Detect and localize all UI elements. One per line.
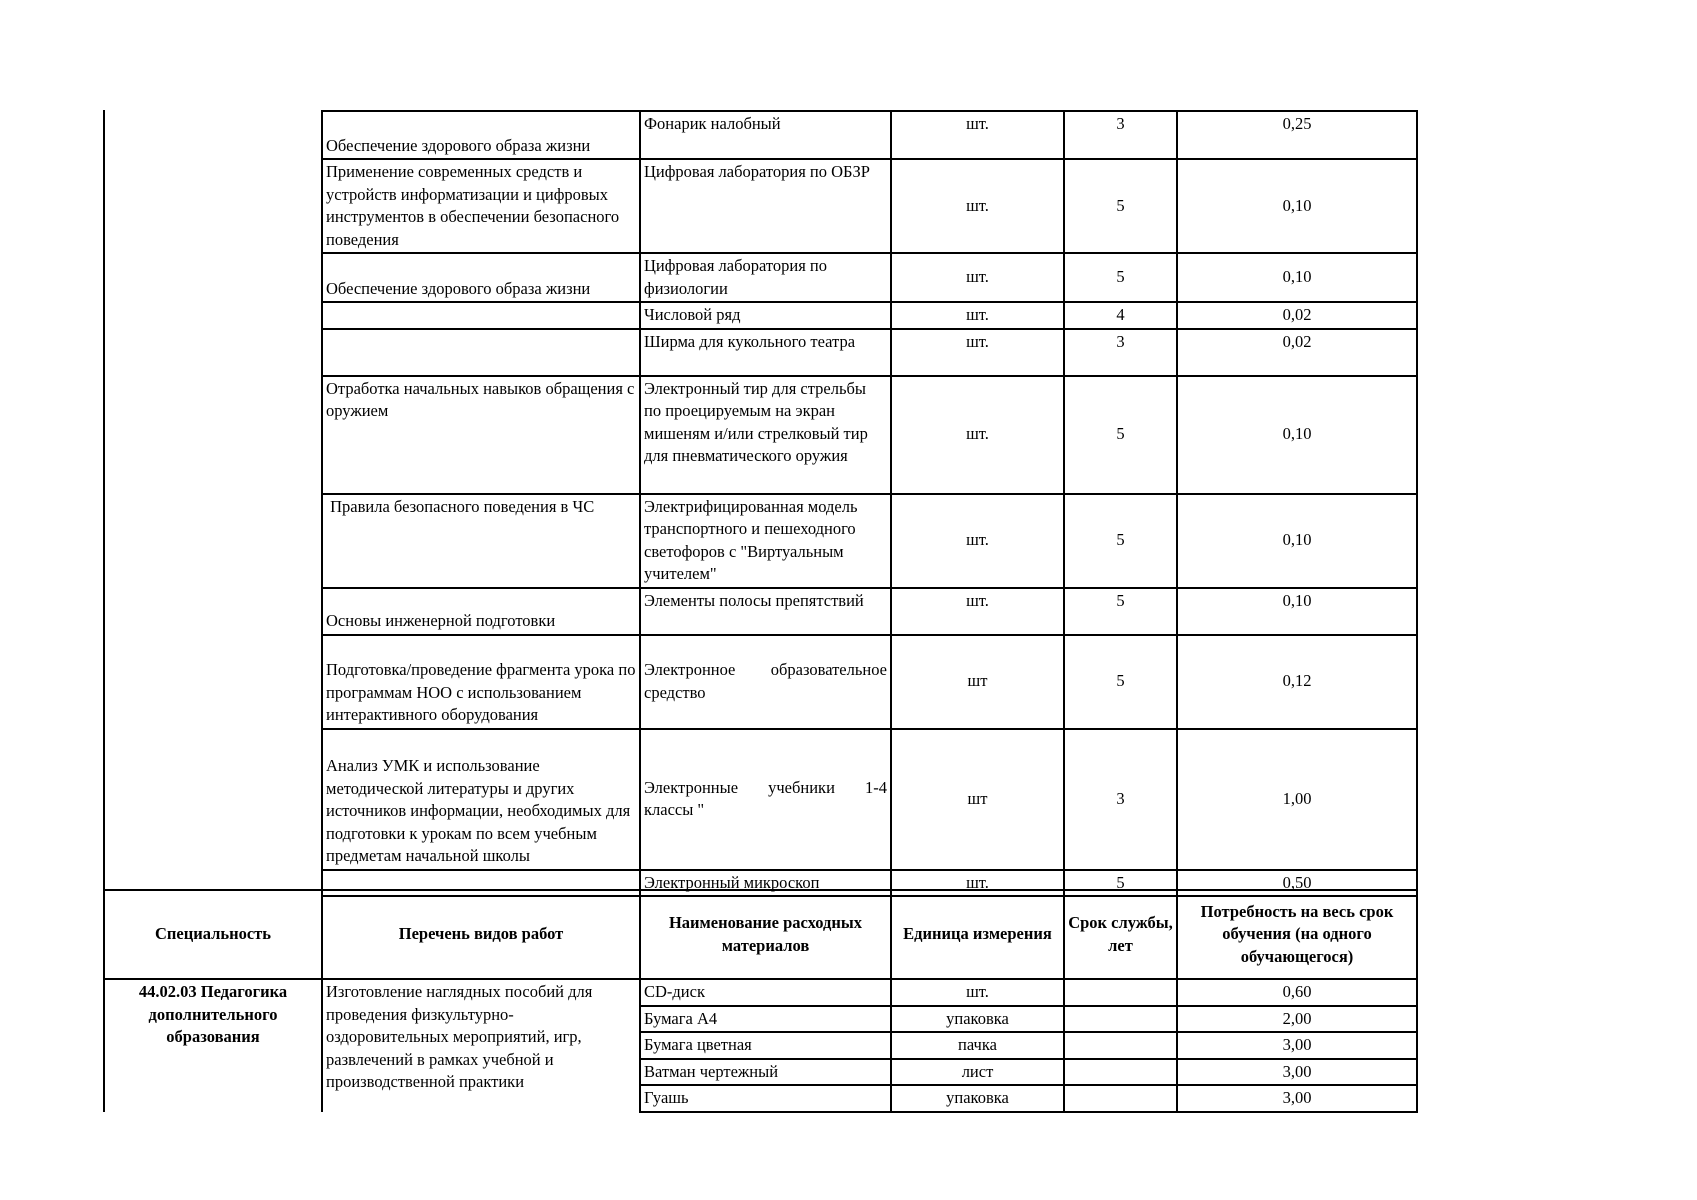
material-cell: Электронные учебники 1-4 классы " (640, 729, 891, 870)
unit-cell: шт (891, 729, 1064, 870)
material-cell: CD-диск (640, 979, 891, 1006)
unit-cell: лист (891, 1059, 1064, 1086)
material-cell: Цифровая лаборатория по физиологии (640, 253, 891, 302)
work-cell: Подготовка/проведение фрагмента урока по программам НОО с использованием интерактивного оборудования (322, 635, 640, 729)
term-cell: 5 (1064, 870, 1177, 897)
table-row (322, 302, 1417, 329)
need-cell: 3,00 (1177, 1085, 1417, 1112)
work-cell: Анализ УМК и использование методической литературы и других источников информации, необходимых для подготовки к урокам по всем учебным предметам начальной школы (322, 729, 640, 870)
material-cell: Ватман чертежный (640, 1059, 891, 1086)
unit-cell: шт. (891, 979, 1064, 1006)
header-unit: Единица измерения (891, 890, 1064, 979)
material-cell: Числовой ряд (640, 302, 891, 329)
unit-cell: шт (891, 635, 1064, 729)
term-cell (1064, 1085, 1177, 1112)
unit-cell: пачка (891, 1032, 1064, 1059)
term-cell: 3 (1064, 329, 1177, 376)
need-cell: 0,10 (1177, 253, 1417, 302)
material-cell: Гуашь (640, 1085, 891, 1112)
header-need: Потребность на весь срок обучения (на одного обучающегося) (1177, 890, 1417, 979)
need-cell: 3,00 (1177, 1059, 1417, 1086)
need-cell: 0,25 (1177, 111, 1417, 159)
term-cell: 5 (1064, 159, 1177, 253)
table-row (322, 329, 1417, 376)
material-cell: Фонарик налобный (640, 111, 891, 159)
unit-cell: шт. (891, 376, 1064, 494)
table-header-row (104, 890, 1417, 979)
table-row (322, 494, 1417, 588)
need-cell: 0,50 (1177, 870, 1417, 897)
work-cell: Обеспечение здорового образа жизни (322, 111, 640, 159)
material-cell: Бумага цветная (640, 1032, 891, 1059)
work-cell: Изготовление наглядных пособий для проведения физкультурно-оздоровительных мероприятий, игр, развлечений в рамках учебной и производственной практики (322, 979, 640, 1112)
work-cell (322, 329, 640, 376)
table-row (322, 588, 1417, 635)
material-cell: Электрифицированная модель транспортного и пешеходного светофоров с "Виртуальным учителем" (640, 494, 891, 588)
table-row (322, 635, 1417, 729)
unit-cell: шт. (891, 870, 1064, 897)
work-cell: Обеспечение здорового образа жизни (322, 253, 640, 302)
term-cell: 3 (1064, 729, 1177, 870)
term-cell: 5 (1064, 494, 1177, 588)
material-cell: Электронное образовательное средство (640, 635, 891, 729)
unit-cell: шт. (891, 588, 1064, 635)
work-cell: Отработка начальных навыков обращения с оружием (322, 376, 640, 494)
term-cell (1064, 1006, 1177, 1033)
need-cell: 0,60 (1177, 979, 1417, 1006)
material-cell: Электронный микроскоп (640, 870, 891, 897)
work-cell: Основы инженерной подготовки (322, 588, 640, 635)
term-cell: 3 (1064, 111, 1177, 159)
term-cell (1064, 979, 1177, 1006)
table-row (322, 159, 1417, 253)
header-term: Срок службы, лет (1064, 890, 1177, 979)
material-cell: Элементы полосы препятствий (640, 588, 891, 635)
need-cell: 3,00 (1177, 1032, 1417, 1059)
term-cell (1064, 1059, 1177, 1086)
header-specialty: Специальность (104, 890, 322, 979)
unit-cell: шт. (891, 302, 1064, 329)
need-cell: 0,02 (1177, 329, 1417, 376)
header-works: Перечень видов работ (322, 890, 640, 979)
need-cell: 2,00 (1177, 1006, 1417, 1033)
table-row (322, 729, 1417, 870)
upper-table (321, 110, 1418, 897)
unit-cell: упаковка (891, 1085, 1064, 1112)
work-cell: Применение современных средств и устройств информатизации и цифровых инструментов в обеспечении безопасного поведения (322, 159, 640, 253)
table-row (322, 376, 1417, 494)
need-cell: 0,10 (1177, 376, 1417, 494)
material-cell: Бумага А4 (640, 1006, 891, 1033)
unit-cell: шт. (891, 494, 1064, 588)
term-cell: 5 (1064, 588, 1177, 635)
header-material: Наименование расходных материалов (640, 890, 891, 979)
unit-cell: шт. (891, 253, 1064, 302)
material-cell: Ширма для кукольного театра (640, 329, 891, 376)
table-row (104, 979, 1417, 1006)
unit-cell: шт. (891, 159, 1064, 253)
table-row (322, 111, 1417, 159)
term-cell: 5 (1064, 253, 1177, 302)
unit-cell: упаковка (891, 1006, 1064, 1033)
need-cell: 0,02 (1177, 302, 1417, 329)
material-cell: Цифровая лаборатория по ОБЗР (640, 159, 891, 253)
need-cell: 0,10 (1177, 494, 1417, 588)
term-cell (1064, 1032, 1177, 1059)
need-cell: 0,12 (1177, 635, 1417, 729)
unit-cell: шт. (891, 111, 1064, 159)
unit-cell: шт. (891, 329, 1064, 376)
term-cell: 5 (1064, 635, 1177, 729)
term-cell: 5 (1064, 376, 1177, 494)
need-cell: 0,10 (1177, 588, 1417, 635)
specialty-cell: 44.02.03 Педагогика дополнительного образования (104, 979, 322, 1112)
need-cell: 1,00 (1177, 729, 1417, 870)
material-cell: Электронный тир для стрельбы по проецируемым на экран мишеням и/или стрелковый тир для пневматического оружия (640, 376, 891, 494)
need-cell: 0,10 (1177, 159, 1417, 253)
materials-table (103, 889, 1418, 1113)
work-cell (322, 302, 640, 329)
work-cell: Правила безопасного поведения в ЧС (322, 494, 640, 588)
table-row (322, 253, 1417, 302)
term-cell: 4 (1064, 302, 1177, 329)
